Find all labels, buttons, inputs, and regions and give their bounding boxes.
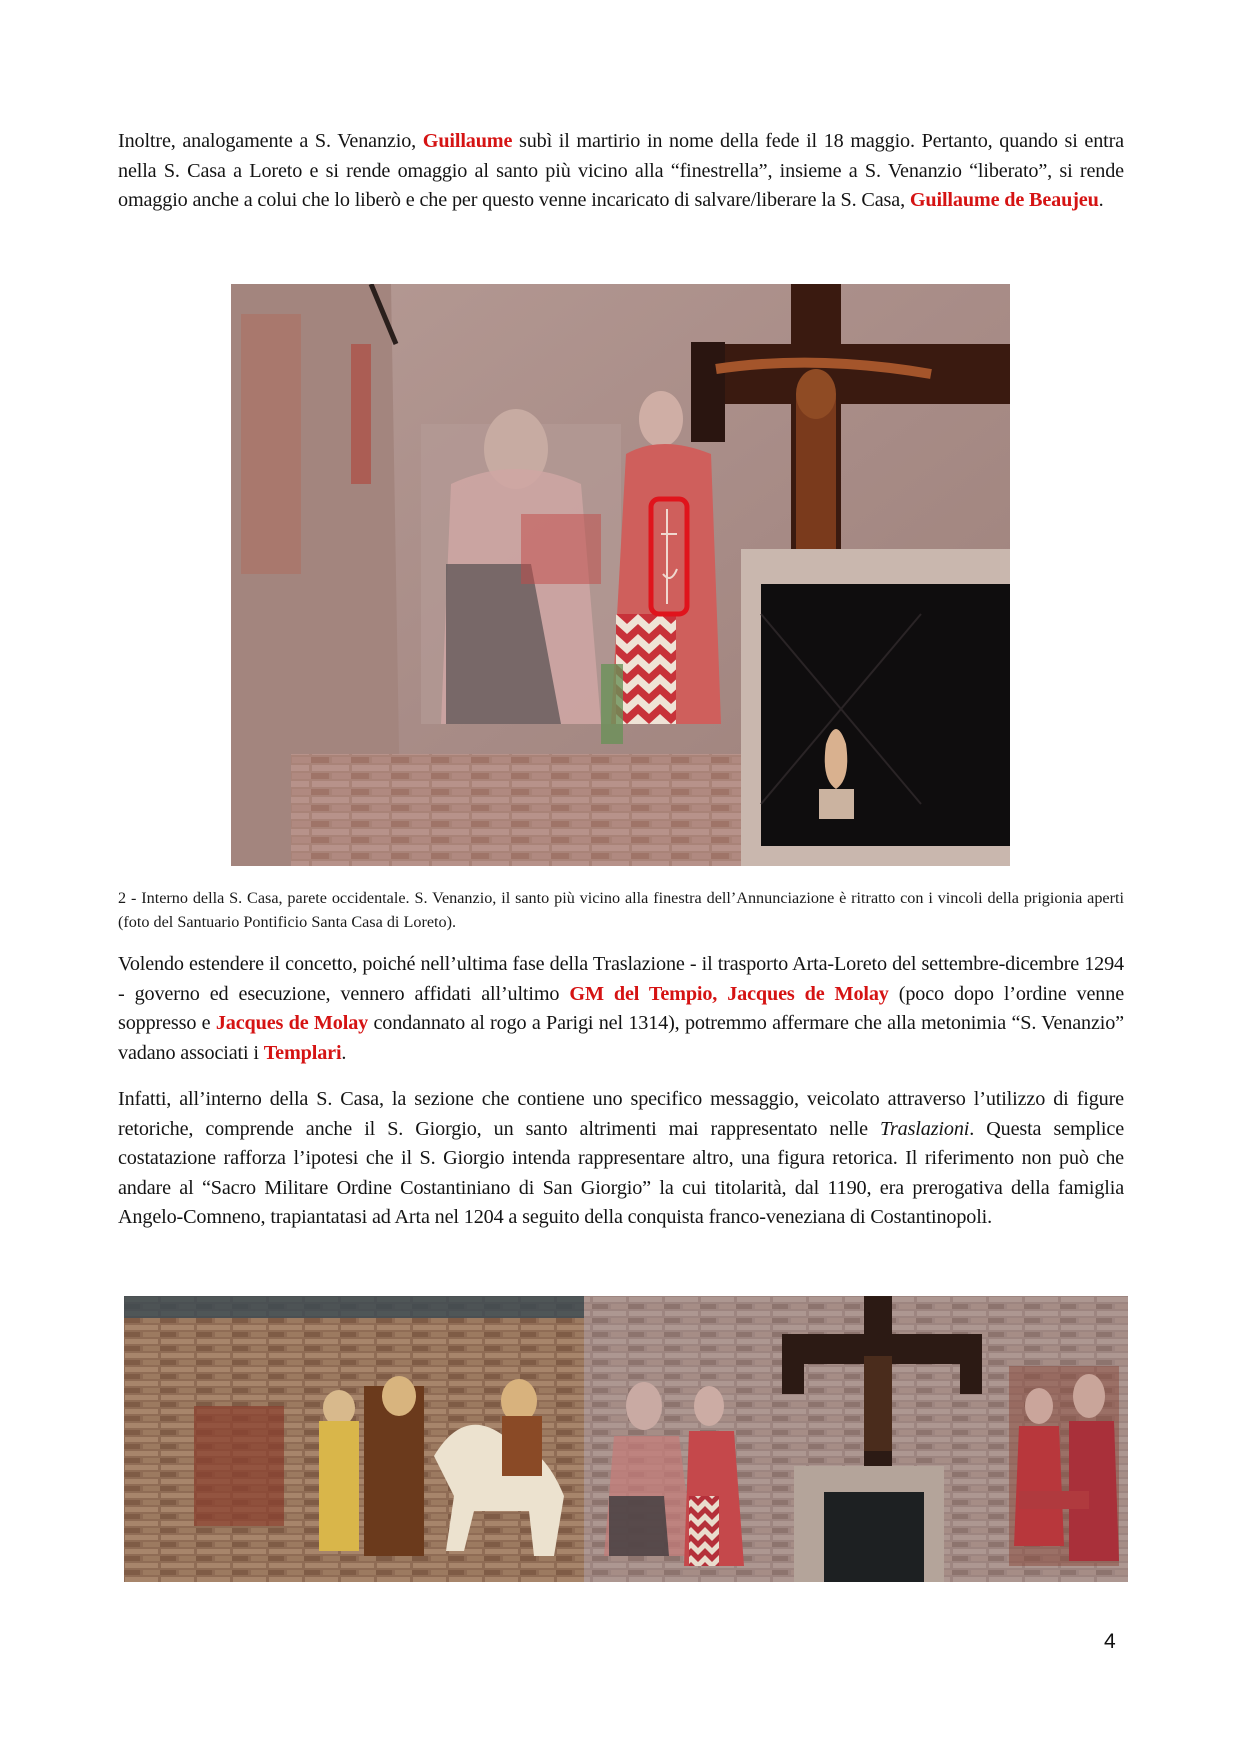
annunciation-window xyxy=(741,549,1010,866)
highlighted-name: Guillaume de Beaujeu xyxy=(909,189,1099,211)
text-run: Volendo estendere il concetto, poiché nell’ultima fase della Traslazione - il trasporto Arta-Loreto del settembre-dicembre 1294 - governo ed esecuzione, vennero affidati all’ultimo xyxy=(118,953,1124,1005)
text-run: . xyxy=(341,1041,347,1064)
highlighted-name: Guillaume xyxy=(422,130,513,152)
figure-caption-2: 2 - Interno della S. Casa, parete occidentale. S. Venanzio, il santo più vicino alla finestra dell’Annunciazione è ritratto con i vincoli della prigionia aperti (foto del Santuario Pontificio Santa Casa di Loreto). xyxy=(118,889,1124,931)
saints-fresco-right xyxy=(1009,1366,1119,1566)
text-run: Inoltre, analogamente a S. Venanzio, xyxy=(118,130,423,152)
italic-term: Traslazioni xyxy=(879,1117,970,1140)
highlighted-name: Templari xyxy=(263,1041,342,1064)
fresco-photo-west-wall xyxy=(231,284,1010,866)
text-run: . xyxy=(1098,189,1104,211)
text-run: Infatti, all’interno della S. Casa, la sezione che contiene uno specifico messaggio, veicolato attraverso l’utilizzo di figure retoriche, comprende anche il S. Giorgio, un santo altrimenti mai rappresentato nelle xyxy=(118,1088,1124,1140)
highlighted-name: GM del Tempio, Jacques de Molay xyxy=(569,982,889,1005)
text-run: condannato al rogo a Parigi nel 1314), potremmo affermare che alla metonimia “S. Venanzio” vadano associati i xyxy=(118,1012,1124,1064)
saint-with-yellow-robe xyxy=(319,1376,424,1556)
fresco-illustration xyxy=(231,284,1010,866)
body-paragraph-1 xyxy=(118,127,1124,216)
text-run: subì il martirio in nome della fede il 18 maggio. Pertanto, quando si entra nella S. Casa a Loreto e si rende omaggio al santo più vicino alla “finestrella”, insieme a S. Venanzio “liberato”, si rende omaggio anche a colui che lo liberò e che per questo venne incaricato di salvare/liberare la S. Casa, xyxy=(118,130,1124,211)
body-paragraph-2 xyxy=(118,950,1124,1068)
page-number: 4 xyxy=(1104,1630,1116,1653)
highlighted-name: Jacques de Molay xyxy=(215,1012,369,1034)
doorway xyxy=(794,1466,944,1582)
fresco-panorama-photo xyxy=(124,1296,1128,1582)
madonna-fresco xyxy=(421,409,621,724)
text-run: (poco dopo l’ordine venne soppresso e xyxy=(118,982,1125,1034)
fresco-panorama-illustration xyxy=(124,1296,1128,1582)
body-paragraph-3 xyxy=(118,1085,1124,1233)
text-run: . Questa semplice costatazione rafforza l’ipotesi che il S. Giorgio intenda rappresentare altro, una figura retorica. Il riferimento non può che andare al “Sacro Militare Ordine Costantiniano di San Giorgio” la cui titolarità, dal 1190, era prerogativa della famiglia Angelo-Comneno, trapiantatasi ad Arta nel 1204 a seguito della conquista franco-veneziana di Costantinopoli. xyxy=(118,1117,1124,1228)
